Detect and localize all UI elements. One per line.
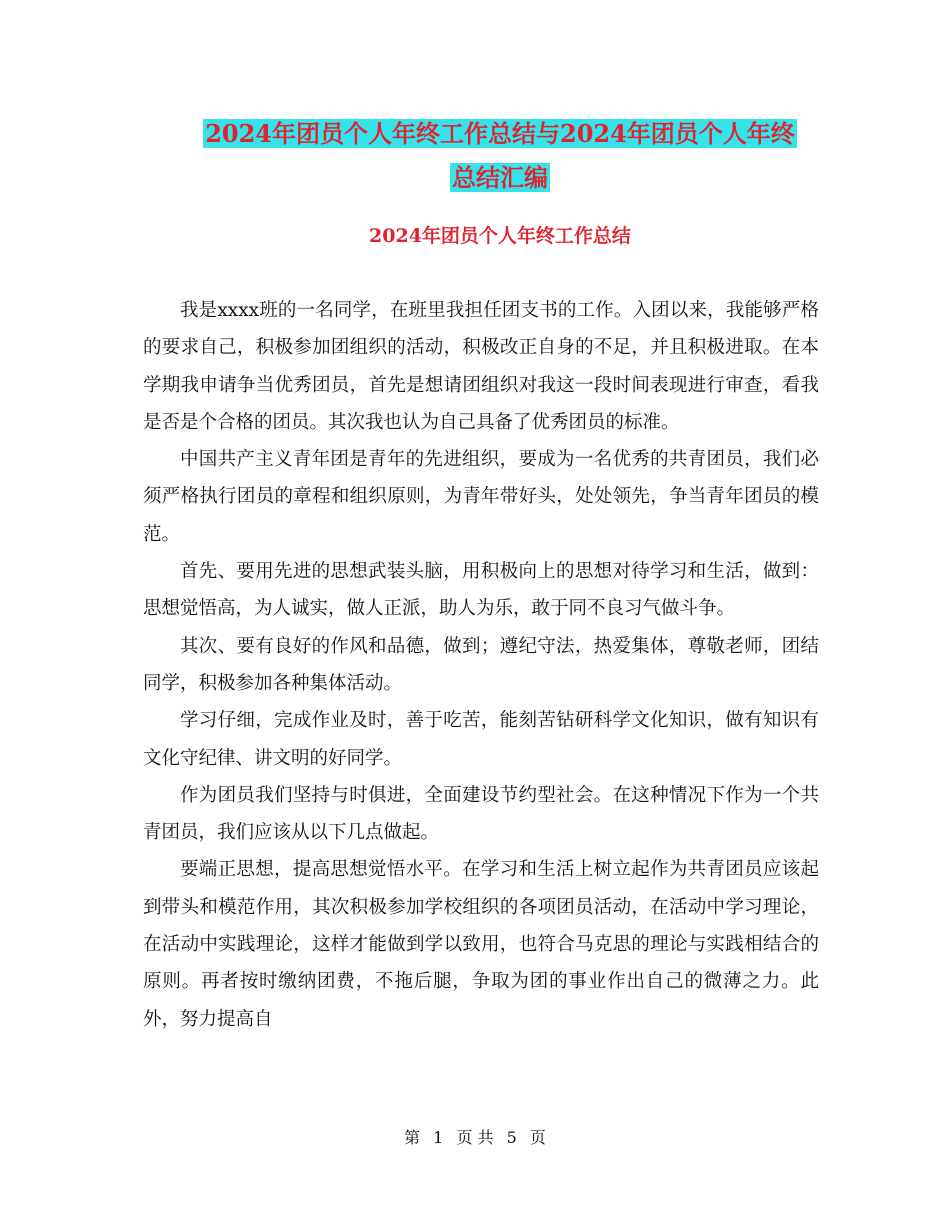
paragraph-3: 首先、要用先进的思想武装头脑，用积极向上的思想对待学习和生活，做到：思想觉悟高，为人诚实，做人正派，助人为乐，敢于同不良习气做斗争。 xyxy=(143,561,819,620)
document-title-line-1: 2024年团员个人年终工作总结与2024年团员个人年终 xyxy=(205,119,795,148)
paragraph-5: 学习仔细，完成作业及时，善于吃苦，能刻苦钻研科学文化知识，做有知识有文化守纪律、讲文明的好同学。 xyxy=(143,710,819,769)
document-body xyxy=(143,292,819,1038)
paragraph-1: 我是xxxx班的一名同学，在班里我担任团支书的工作。入团以来，我能够严格的要求自己，积极参加团组织的活动，积极改正自身的不足，并且积极进取。在本学期我申请争当优秀团员，首先是想请团组织对我这一段时间表现进行审查，看我是否是个合格的团员。其次我也认为自己具备了优秀团员的标准。 xyxy=(143,300,819,433)
document-title xyxy=(140,112,860,200)
paragraph-4: 其次、要有良好的作风和品德，做到；遵纪守法，热爱集体，尊敬老师，团结同学，积极参加各种集体活动。 xyxy=(143,635,819,694)
page-footer xyxy=(0,1126,950,1150)
footer-total-pages: 5 xyxy=(506,1128,517,1147)
footer-suffix: 页 xyxy=(529,1128,546,1147)
footer-middle: 页 共 xyxy=(456,1128,494,1147)
section-title: 2024年团员个人年终工作总结 xyxy=(369,225,631,247)
footer-prefix: 第 xyxy=(404,1128,421,1147)
document-title-line-2: 总结汇编 xyxy=(452,163,548,192)
paragraph-6: 作为团员我们坚持与时俱进，全面建设节约型社会。在这种情况下作为一个共青团员，我们应该从以下几点做起。 xyxy=(143,784,819,844)
footer-current-page: 1 xyxy=(433,1128,444,1147)
paragraph-2: 中国共产主义青年团是青年的先进组织，要成为一名优秀的共青团员，我们必须严格执行团员的章程和组织原则，为青年带好头，处处领先，争当青年团员的模范。 xyxy=(143,449,819,545)
paragraph-7: 要端正思想，提高思想觉悟水平。在学习和生活上树立起作为共青团员应该起到带头和模范作用，其次积极参加学校组织的各项团员活动，在活动中学习理论，在活动中实践理论，这样才能做到学以致用，也符合马克思的理论与实践相结合的原则。再者按时缴纳团费，不拖后腿，争取为团的事业作出自己的微薄之力。此外，努力提高自 xyxy=(143,859,819,1030)
